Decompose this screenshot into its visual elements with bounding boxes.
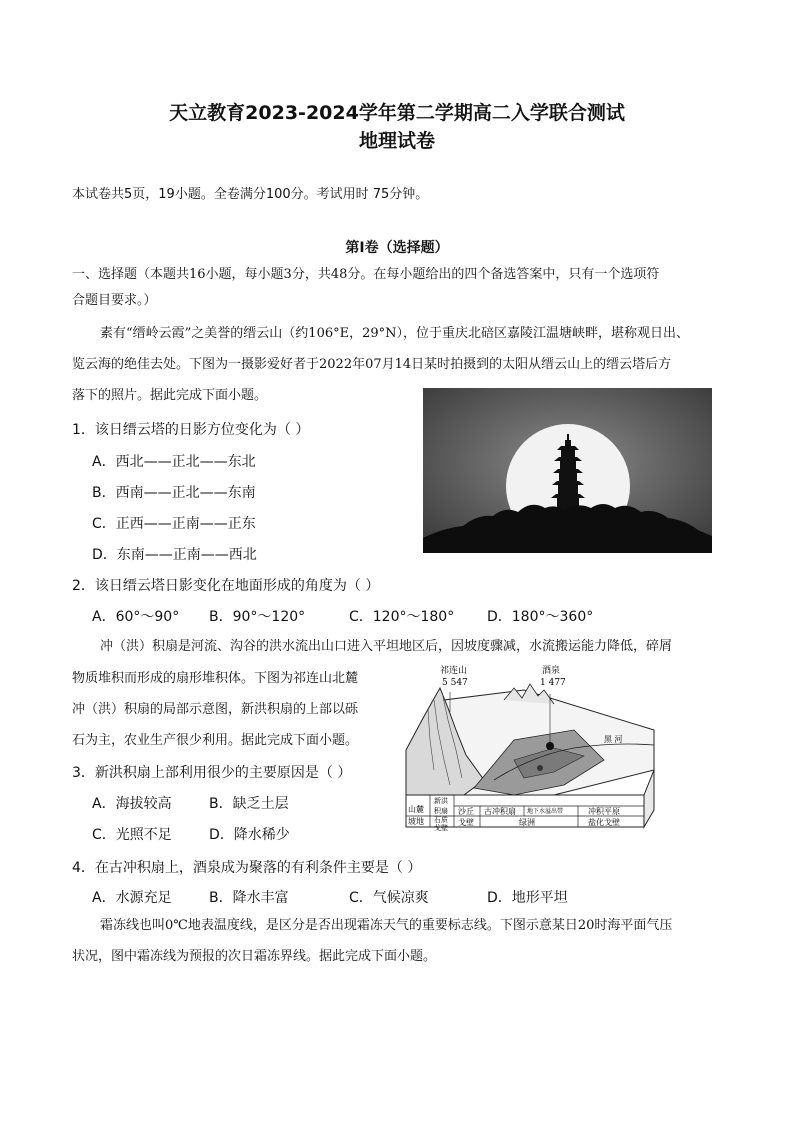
col-newfan-a: 新洪 [434, 797, 448, 805]
passage2-line1: 冲（洪）积扇是河流、沟谷的洪水流出山口进入平坦地区后，因坡度骤减，水流搬运能力降低，碎屑 [100, 639, 673, 654]
q4-option-a[interactable]: A．水源充足 [92, 890, 172, 906]
jiuquan-elevation: 1 477 [540, 678, 566, 688]
passage1-line3: 落下的照片。据此完成下面小题。 [72, 388, 268, 403]
q2-option-b[interactable]: B．90°～120° [209, 609, 306, 625]
sunset-tower-illustration [423, 388, 712, 553]
col-newfan-c: 石质 [434, 816, 448, 824]
exam-title: 天立教育2023-2024学年第二学期高二入学联合测试 [169, 102, 625, 124]
passage1-line2: 览云海的绝佳去处。下图为一摄影爱好者于2022年07月14日某时拍摄到的太阳从缙云山上的缙云塔后方 [72, 357, 672, 372]
q4-option-b[interactable]: B．降水丰富 [209, 890, 289, 906]
q1-option-d[interactable]: D．东南——正南——西北 [92, 547, 257, 563]
sunset-tower-photo [423, 388, 712, 553]
q4-stem: 4．在古冲积扇上，酒泉成为聚落的有利条件主要是（ ） [72, 860, 422, 876]
col-ancient-fan: 古冲积扇 [484, 807, 516, 816]
q4-option-c[interactable]: C．气候凉爽 [349, 890, 429, 906]
col-newfan-b: 积扇 [434, 807, 448, 815]
col-alluvial-plain: 冲积平原 [588, 807, 620, 816]
part1-instructions-line2: 合题目要求。） [72, 293, 157, 308]
q1-option-b[interactable]: B．西南——正北——东南 [92, 485, 256, 501]
passage2-line4: 石为主，农业生产很少利用。据此完成下面小题。 [72, 733, 359, 748]
col-dune: 沙丘 [458, 807, 474, 816]
col-oasis: 绿洲 [519, 818, 535, 827]
qilian-label: 祁连山 [440, 666, 468, 676]
q1-option-c[interactable]: C．正西——正南——正东 [92, 516, 256, 532]
q2-option-d[interactable]: D．180°～360° [487, 609, 594, 625]
q3-option-a[interactable]: A．海拔较高 [92, 796, 172, 812]
part1-title: 第Ⅰ卷（选择题） [345, 240, 449, 256]
q3-option-c[interactable]: C．光照不足 [92, 827, 172, 843]
passage3-line2: 状况，图中霜冻线为预报的次日霜冻界线。据此完成下面小题。 [72, 949, 437, 964]
exam-intro: 本试卷共5页，19小题。全卷满分100分。考试用时 75分钟。 [72, 187, 429, 202]
col-salt-gobi: 盐化戈壁 [588, 818, 620, 827]
river-label: 黑 河 [604, 735, 623, 744]
col-newfan-d: 戈壁 [434, 824, 448, 832]
q3-option-d[interactable]: D．降水稀少 [209, 827, 290, 843]
passage2-line3: 冲（洪）积扇的局部示意图，新洪积扇的上部以砾 [72, 702, 359, 717]
qilian-elevation: 5 547 [442, 678, 468, 688]
passage3-line1: 霜冻线也叫0℃地表温度线，是区分是否出现霜冻天气的重要标志线。下图示意某日20时海平面气压 [100, 918, 673, 933]
q2-option-c[interactable]: C．120°～180° [349, 609, 455, 625]
q3-option-b[interactable]: B．缺乏土层 [209, 796, 289, 812]
q3-stem: 3．新洪积扇上部利用很少的主要原因是（ ） [72, 765, 352, 781]
col-foothill-b: 坡地 [408, 817, 424, 826]
q4-option-d[interactable]: D．地形平坦 [487, 890, 568, 906]
passage1-line1: 素有“缙岭云霞”之美誉的缙云山（约106°E，29°N），位于重庆北碚区嘉陵江温塘峡畔，堪称观日出、 [100, 326, 690, 341]
q2-option-a[interactable]: A．60°～90° [92, 609, 180, 625]
q2-stem: 2．该日缙云塔日影变化在地面形成的角度为（ ） [72, 578, 380, 594]
alluvial-fan-diagram [404, 660, 656, 840]
jiuquan-label: 酒泉 [542, 666, 561, 676]
exam-subject-title: 地理试卷 [358, 130, 435, 152]
col-foothill-a: 山麓 [408, 805, 424, 814]
col-spring-belt: 地下水溢出带 [527, 808, 564, 815]
part1-instructions-line1: 一、选择题（本题共16小题，每小题3分，共48分。在每小题给出的四个备选答案中，只有一个选项符 [72, 267, 660, 282]
passage2-line2: 物质堆积而形成的扇形堆积体。下图为祁连山北麓 [72, 671, 359, 686]
q1-option-a[interactable]: A．西北——正北——东北 [92, 454, 256, 470]
col-dune-gobi: 戈壁 [458, 818, 474, 827]
q1-stem: 1．该日缙云塔的日影方位变化为（ ） [72, 422, 310, 438]
